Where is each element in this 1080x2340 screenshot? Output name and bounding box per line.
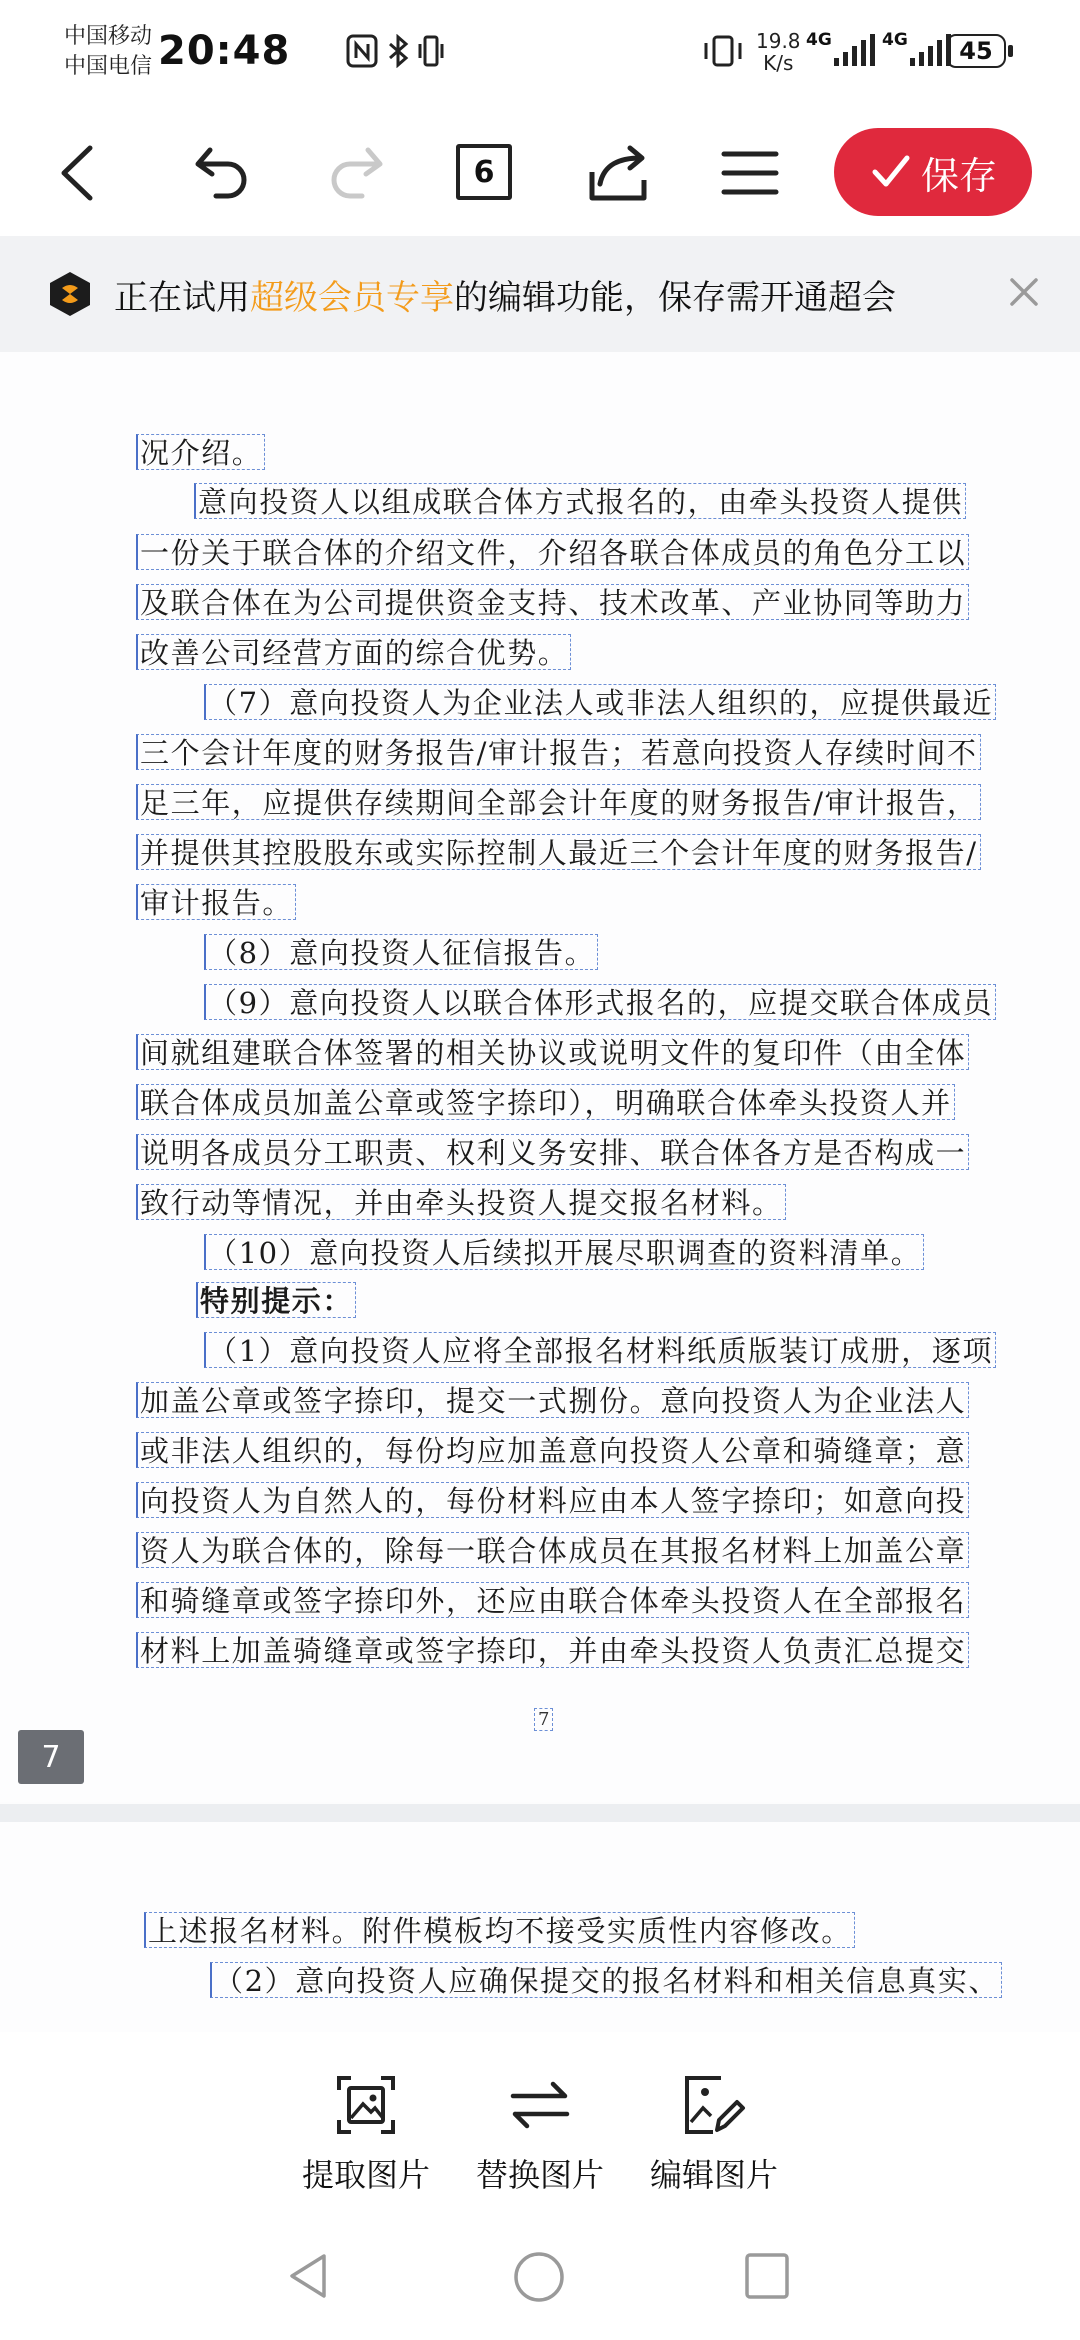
net-speed-value: 19.8 <box>756 29 801 53</box>
replace-image-label: 替换图片 <box>475 2156 604 2194</box>
text-line[interactable]: 资人为联合体的，除每一联合体成员在其报名材料上加盖公章 <box>136 1532 969 1568</box>
text-line[interactable]: 致行动等情况，并由牵头投资人提交报名材料。 <box>136 1184 786 1220</box>
text-line-heading[interactable]: 特别提示： <box>196 1282 356 1318</box>
nav-home-icon[interactable] <box>512 2250 566 2304</box>
text-line[interactable]: 一份关于联合体的介绍文件，介绍各联合体成员的角色分工以 <box>136 534 969 570</box>
vibrate-mode-icon <box>702 34 746 68</box>
system-navigation-bar <box>0 2212 1080 2340</box>
text-line[interactable]: 审计报告。 <box>136 884 296 920</box>
status-bar <box>0 0 1080 110</box>
text-line[interactable]: 和骑缝章或签字捺印外，还应由联合体牵头投资人在全部报名 <box>136 1582 969 1618</box>
nav-recents-icon[interactable] <box>742 2250 792 2302</box>
signal-bars-icon <box>834 32 878 68</box>
text-line[interactable]: 间就组建联合体签署的相关协议或说明文件的复印件（由全体 <box>136 1034 969 1070</box>
net-speed-unit: K/s <box>763 51 794 75</box>
text-line[interactable]: （9）意向投资人以联合体形式报名的，应提交联合体成员 <box>204 984 996 1020</box>
edit-image-label: 编辑图片 <box>649 2156 778 2194</box>
page-count-button[interactable]: 6 <box>456 144 512 200</box>
text-line[interactable]: 上述报名材料。附件模板均不接受实质性内容修改。 <box>144 1912 855 1948</box>
checkmark-icon <box>869 150 913 194</box>
text-line[interactable]: 材料上加盖骑缝章或签字捺印，并由牵头投资人负责汇总提交 <box>136 1632 969 1668</box>
text-line[interactable]: 改善公司经营方面的综合优势。 <box>136 634 571 670</box>
document-view[interactable] <box>0 352 1080 2032</box>
close-icon[interactable] <box>1004 272 1044 312</box>
text-line[interactable]: 加盖公章或签字捺印，提交一式捌份。意向投资人为企业法人 <box>136 1382 969 1418</box>
nfc-icon <box>346 34 378 68</box>
text-line[interactable]: （10）意向投资人后续拟开展尽职调查的资料清单。 <box>204 1234 924 1270</box>
text-line[interactable]: 或非法人组织的，每份均应加盖意向投资人公章和骑缝章；意 <box>136 1432 969 1468</box>
menu-icon[interactable] <box>720 140 780 206</box>
page-separator <box>0 1804 1080 1822</box>
save-button[interactable] <box>834 128 1032 216</box>
image-tools-bar <box>0 2032 1080 2212</box>
current-page-badge: 7 <box>18 1730 84 1784</box>
text-line[interactable]: 三个会计年度的财务报告/审计报告；若意向投资人存续时间不 <box>136 734 981 770</box>
text-line[interactable]: 说明各成员分工职责、权利义务安排、联合体各方是否构成一 <box>136 1134 969 1170</box>
signal-strength-2 <box>882 30 956 70</box>
text-line[interactable]: （1）意向投资人应将全部报名材料纸质版装订成册，逐项 <box>204 1332 996 1368</box>
text-line[interactable]: 向投资人为自然人的，每份材料应由本人签字捺印；如意向投 <box>136 1482 969 1518</box>
text-line[interactable]: （8）意向投资人征信报告。 <box>204 934 598 970</box>
text-line[interactable]: 意向投资人以组成联合体方式报名的，由牵头投资人提供 <box>194 483 966 519</box>
undo-icon[interactable] <box>190 140 256 206</box>
page-number: 7 <box>534 1708 553 1731</box>
save-label: 保存 <box>920 153 997 198</box>
banner-suffix: 的编辑功能，保存需开通超会 <box>454 278 896 318</box>
banner-highlight[interactable]: 超级会员专享 <box>250 278 454 318</box>
text-line[interactable]: 联合体成员加盖公章或签字捺印），明确联合体牵头投资人并 <box>136 1084 955 1120</box>
text-line[interactable]: 及联合体在为公司提供资金支持、技术改革、产业协同等助力 <box>136 584 969 620</box>
vip-logo-icon <box>46 270 94 318</box>
text-line[interactable]: 况介绍。 <box>136 434 265 470</box>
text-line[interactable]: 足三年，应提供存续期间全部会计年度的财务报告/审计报告， <box>136 784 981 820</box>
carrier-names <box>64 22 152 82</box>
vip-trial-banner[interactable] <box>0 236 1080 352</box>
text-line[interactable]: （2）意向投资人应确保提交的报名材料和相关信息真实、 <box>210 1962 1002 1998</box>
document-page-8 <box>0 1822 1080 2032</box>
network-speed <box>756 30 801 74</box>
extract-image-button[interactable] <box>286 2072 446 2196</box>
network-type-1: 4G <box>806 30 832 50</box>
vibrate-icon <box>418 34 444 68</box>
back-icon[interactable] <box>52 140 106 206</box>
swap-icon <box>507 2072 573 2138</box>
edit-image-icon <box>681 2072 747 2138</box>
replace-image-button[interactable] <box>460 2072 620 2196</box>
bluetooth-icon <box>386 34 414 68</box>
network-type-2: 4G <box>882 30 908 50</box>
editor-toolbar <box>0 110 1080 236</box>
battery-level: 45 <box>946 34 1006 68</box>
text-line[interactable]: （7）意向投资人为企业法人或非法人组织的，应提供最近 <box>204 684 996 720</box>
extract-image-icon <box>333 2072 399 2138</box>
status-time: 20:48 <box>158 28 291 74</box>
extract-image-label: 提取图片 <box>301 2156 430 2194</box>
carrier-2: 中国电信 <box>64 54 153 79</box>
share-icon[interactable] <box>586 140 652 206</box>
document-page-7 <box>0 352 1080 1802</box>
text-line[interactable]: 并提供其控股股东或实际控制人最近三个会计年度的财务报告/ <box>136 834 981 870</box>
banner-prefix: 正在试用 <box>114 278 250 318</box>
edit-image-button[interactable] <box>634 2072 794 2196</box>
banner-message <box>114 270 896 319</box>
signal-strength-1 <box>806 30 880 70</box>
carrier-1: 中国移动 <box>64 24 153 49</box>
nav-back-icon[interactable] <box>284 2250 334 2302</box>
redo-icon[interactable] <box>322 140 388 206</box>
